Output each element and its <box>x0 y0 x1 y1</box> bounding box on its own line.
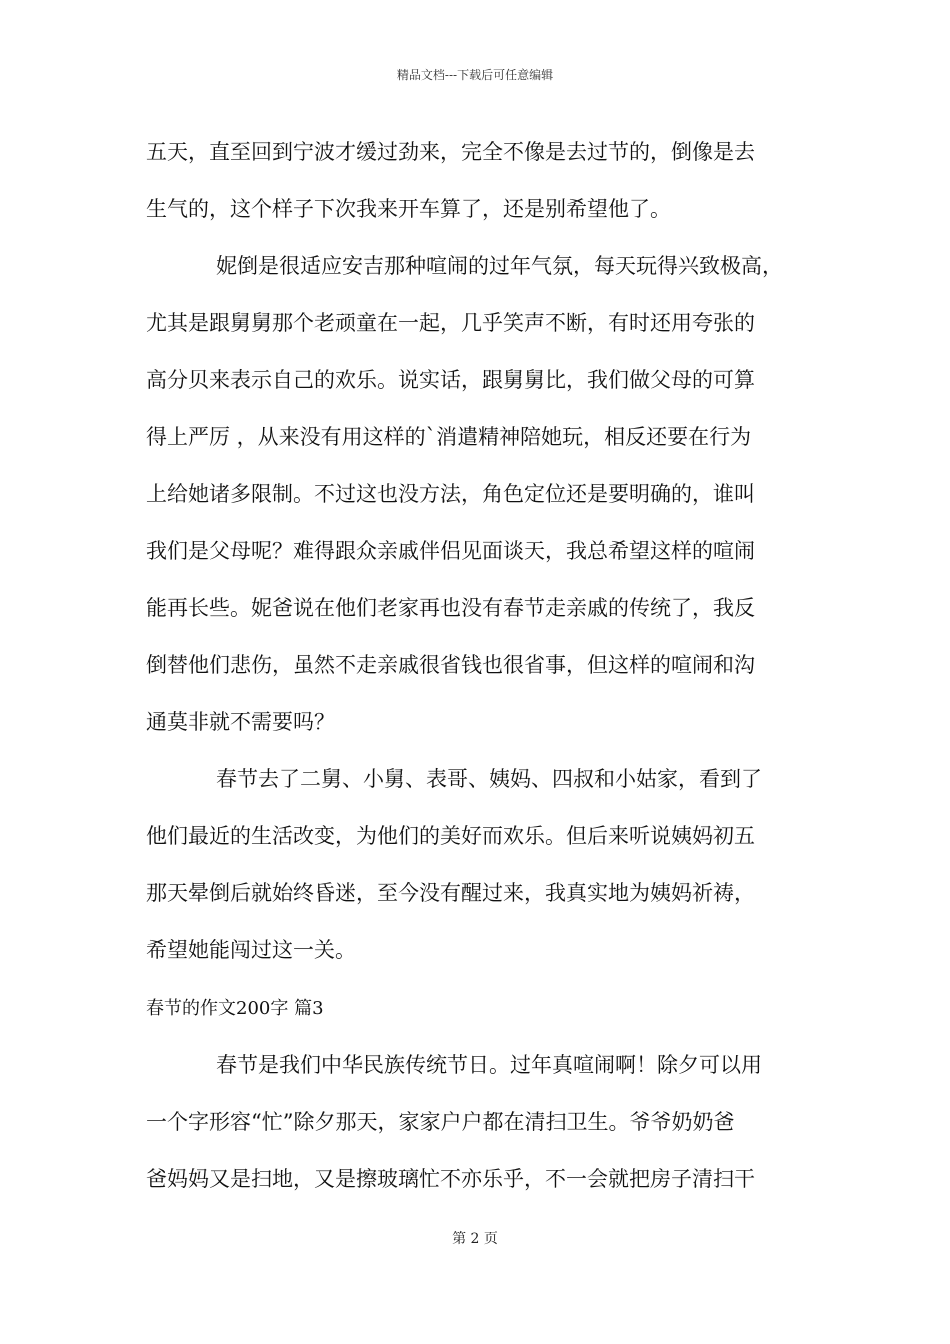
body-line: 上给她诸多限制。不过这也没方法，角色定位还是要明确的，谁叫 <box>146 482 755 506</box>
body-line: 尤其是跟舅舅那个老顽童在一起，几乎笑声不断，有时还用夸张的 <box>146 311 755 335</box>
body-line: 得上严厉 ，从来没有用这样的`消遣精神陪她玩，相反还要在行为 <box>146 425 752 449</box>
page-number: 第 2 页 <box>452 1231 498 1247</box>
body-line: 能再长些。妮爸说在他们老家再也没有春节走亲戚的传统了，我反 <box>146 596 755 620</box>
body-line: 春节是我们中华民族传统节日。过年真喧闹啊！除夕可以用 <box>216 1053 762 1077</box>
body-line: 五天，直至回到宁波才缓过劲来，完全不像是去过节的，倒像是去 <box>146 140 755 164</box>
body-line: 那天晕倒后就始终昏迷，至今没有醒过来，我真实地为姨妈祈祷， <box>146 881 755 905</box>
body-line: 妮倒是很适应安吉那种喧闹的过年气氛，每天玩得兴致极高， <box>216 254 783 278</box>
body-line: 爸妈妈又是扫地，又是擦玻璃忙不亦乐乎，不一会就把房子清扫干 <box>146 1167 755 1191</box>
body-line: 倒替他们悲伤，虽然不走亲戚很省钱也很省事，但这样的喧闹和沟 <box>146 653 755 677</box>
body-line: 我们是父母呢？难得跟众亲戚伴侣见面谈天，我总希望这样的喧闹 <box>146 539 755 563</box>
body-line: 高分贝来表示自己的欢乐。说实话，跟舅舅比，我们做父母的可算 <box>146 368 755 392</box>
body-line: 通莫非就不需要吗？ <box>146 710 335 734</box>
body-line: 希望她能闯过这一关。 <box>146 938 356 962</box>
body-line: 生气的，这个样子下次我来开车算了，还是别希望他了。 <box>146 197 671 221</box>
body-line: 他们最近的生活改变，为他们的美好而欢乐。但后来听说姨妈初五 <box>146 824 755 848</box>
body-line: 一个字形容“忙”除夕那天，家家户户都在清扫卫生。爷爷奶奶爸 <box>146 1110 735 1134</box>
page-header: 精品文档---下载后可任意编辑 <box>396 68 554 82</box>
section-heading: 春节的作文200字 篇3 <box>146 998 324 1019</box>
body-line: 春节去了二舅、小舅、表哥、姨妈、四叔和小姑家，看到了 <box>216 767 762 791</box>
